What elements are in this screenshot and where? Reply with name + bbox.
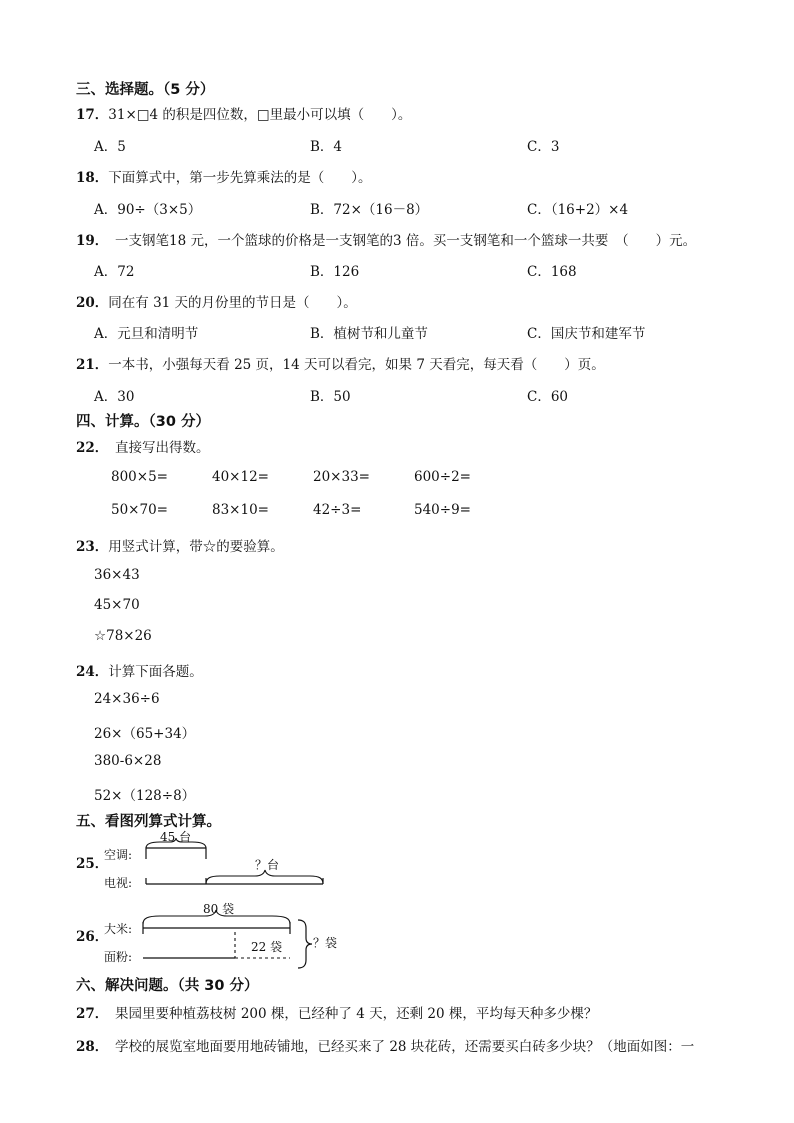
question-number: 24． (76, 664, 109, 680)
row-label-rice: 大米: (104, 922, 133, 936)
label-45: 45 台 (160, 830, 192, 844)
question-23 (76, 535, 284, 555)
oral-calc-item: 800×5= (111, 469, 168, 485)
question-number: 19． (76, 233, 102, 249)
question-text: 学校的展览室地面要用地砖铺地，已经买来了 28 块花砖，还需要买白砖多少块？（地面如图：一 (101, 1039, 695, 1055)
oral-calc-item: 42÷3= (313, 502, 362, 518)
question-text: 果园里要种植荔枝树 200 棵，已经种了 4 天，还剩 20 棵，平均每天种多少棵？ (101, 1006, 598, 1022)
line-diagram-26 (100, 898, 360, 970)
section-6-title: 六、解决问题。（共 30 分） (76, 978, 259, 994)
question-19 (76, 229, 696, 249)
question-number: 26． (76, 929, 109, 945)
question-27 (76, 1002, 597, 1022)
option-c: C．3 (527, 139, 560, 155)
option-a: A．元旦和清明节 (94, 326, 199, 342)
option-c: C．（16+2）×4 (527, 202, 629, 218)
option-a: A．5 (94, 139, 126, 155)
vertical-calc-item: 36×43 (94, 567, 140, 583)
question-text: 一支钢笔18 元，一个篮球的价格是一支钢笔的3 倍。买一支钢笔和一个篮球一共要 （ ）元。 (101, 233, 697, 249)
option-a: A．90÷（3×5） (94, 202, 202, 218)
question-number: 21． (76, 357, 109, 373)
calc-item: 52×（128÷8） (94, 788, 196, 804)
section-3-title: 三、选择题。（5 分） (76, 82, 215, 98)
row-label-flour: 面粉: (104, 950, 133, 964)
question-number: 25． (76, 856, 109, 872)
option-b: B．4 (310, 139, 343, 155)
option-b: B．72×（16－8） (310, 202, 429, 218)
question-number: 27． (76, 1006, 102, 1022)
question-number: 22． (76, 440, 102, 456)
line-diagram-25 (100, 826, 340, 890)
section-5-title: 五、看图列算式计算。 (76, 814, 221, 830)
question-22 (76, 436, 210, 456)
question-24 (76, 660, 203, 680)
row-label-aircon: 空调: (104, 848, 133, 862)
oral-calc-item: 40×12= (212, 469, 269, 485)
question-number: 18． (76, 170, 109, 186)
oral-calc-item: 50×70= (111, 502, 168, 518)
vertical-calc-item: 45×70 (94, 597, 140, 613)
option-c: C．国庆节和建军节 (527, 326, 646, 342)
option-c: C．168 (527, 264, 577, 280)
question-21 (76, 353, 605, 373)
label-unknown: ？袋 (313, 936, 338, 950)
oral-calc-item: 83×10= (212, 502, 269, 518)
diagram-lines (100, 826, 340, 890)
oral-calc-item: 600÷2= (414, 469, 471, 485)
option-a: A．30 (94, 389, 135, 405)
question-number: 23． (76, 539, 109, 555)
label-22: 22 袋 (251, 940, 283, 954)
question-text: 同在有 31 天的月份里的节日是（ ）。 (108, 295, 357, 311)
question-18 (76, 166, 372, 186)
question-number: 17． (76, 107, 109, 123)
question-28 (76, 1035, 694, 1055)
option-b: B．126 (310, 264, 360, 280)
section-4-title: 四、计算。（30 分） (76, 414, 210, 430)
calc-item: 26×（65+34） (94, 726, 196, 742)
question-text: 下面算式中，第一步先算乘法的是（ ）。 (108, 170, 372, 186)
question-text: 一本书，小强每天看 25 页，14 天可以看完，如果 7 天看完，每天看（ ）页。 (108, 357, 605, 373)
oral-calc-item: 20×33= (313, 469, 370, 485)
question-20 (76, 291, 357, 311)
calc-item: 24×36÷6 (94, 691, 160, 707)
question-text: 31×□4 的积是四位数，□里最小可以填（ ）。 (108, 107, 412, 123)
option-b: B．50 (310, 389, 351, 405)
option-a: A．72 (94, 264, 135, 280)
label-unknown: ？台 (255, 858, 280, 872)
vertical-calc-item: ☆78×26 (94, 628, 152, 644)
question-text: 计算下面各题。 (108, 664, 203, 680)
question-text: 用竖式计算，带☆的要验算。 (108, 539, 284, 555)
oral-calc-item: 540÷9= (414, 502, 471, 518)
question-text: 直接写出得数。 (101, 440, 210, 456)
calc-item: 380-6×28 (94, 753, 162, 769)
row-label-tv: 电视: (104, 876, 133, 890)
question-number: 28． (76, 1039, 102, 1055)
option-b: B．植树节和儿童节 (310, 326, 428, 342)
question-17 (76, 103, 411, 123)
label-80: 80 袋 (203, 902, 235, 916)
option-c: C．60 (527, 389, 569, 405)
question-number: 20． (76, 295, 109, 311)
diagram-lines (100, 898, 360, 970)
